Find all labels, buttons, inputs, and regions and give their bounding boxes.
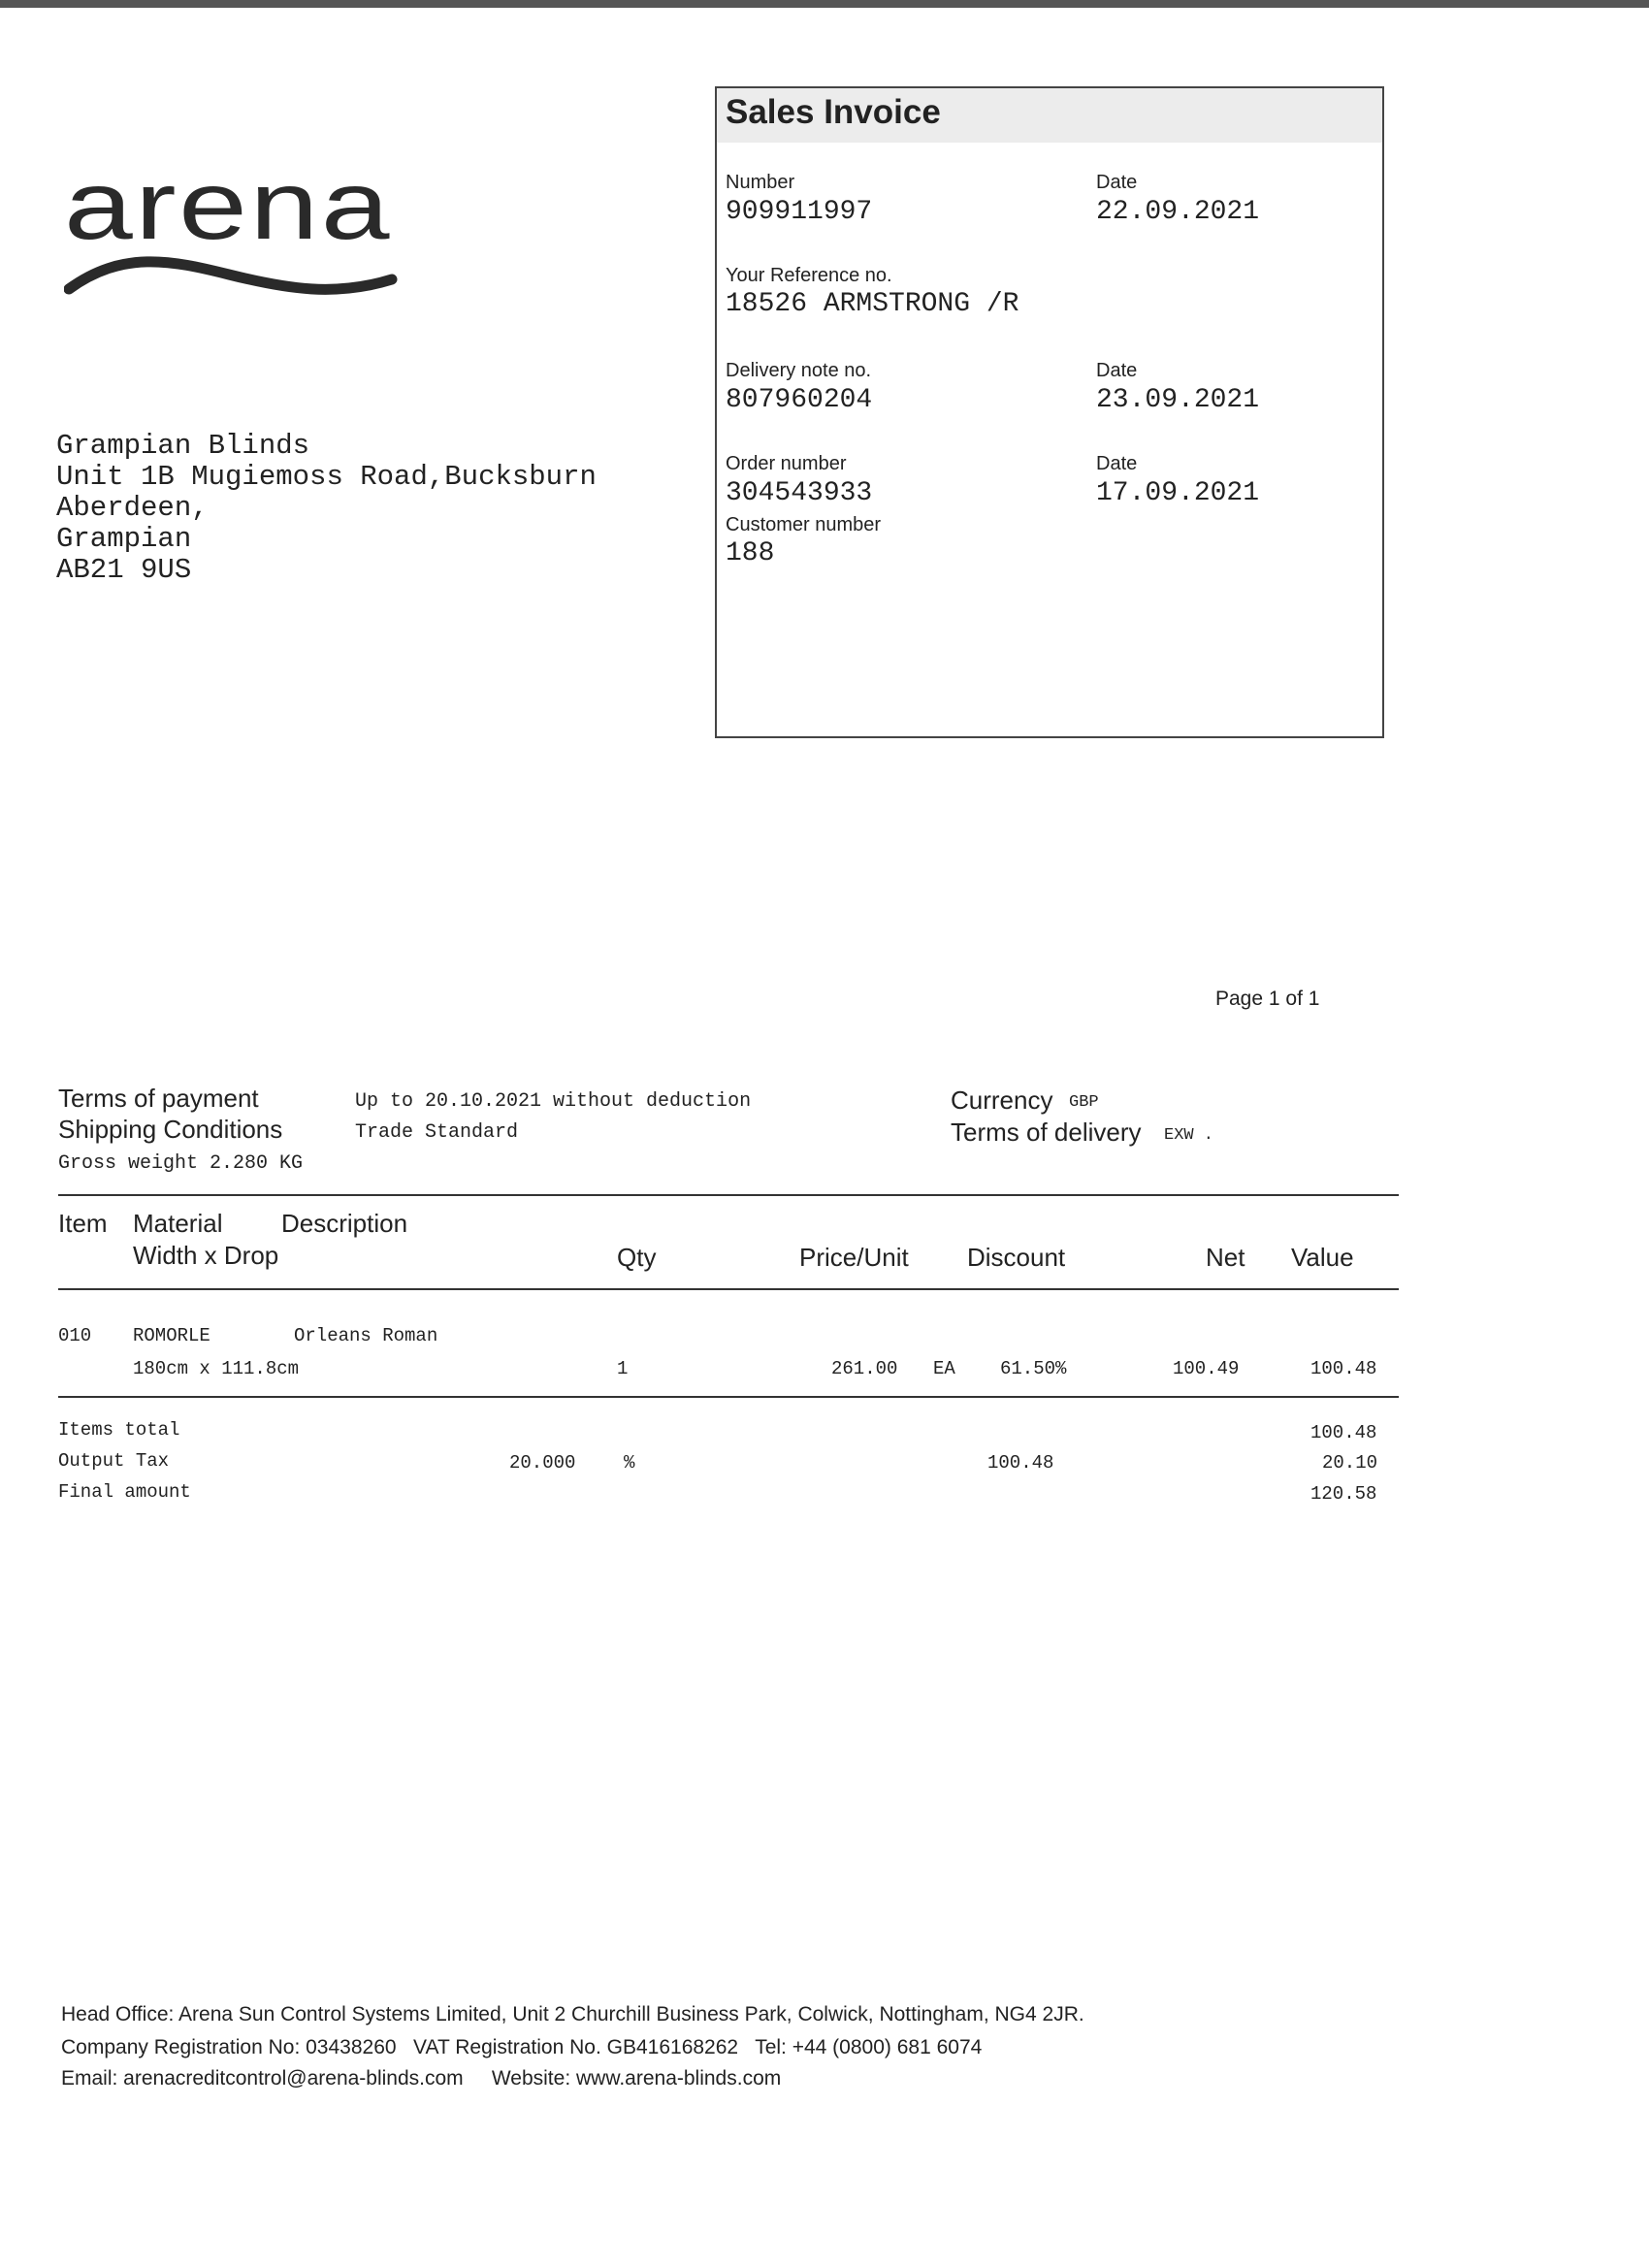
tax-percent-sign: % [624, 1452, 635, 1474]
footer-registration: Company Registration No: 03438260 VAT Registration No. GB416168262 Tel: +44 (0800) 681 6074 [61, 2036, 983, 2058]
company-logo [56, 136, 399, 308]
reference-value: 18526 ARMSTRONG /R [726, 289, 1019, 319]
row-qty: 1 [617, 1358, 629, 1379]
currency: GBP [1069, 1093, 1099, 1112]
items-total: 100.48 [1310, 1422, 1377, 1443]
address-line: Aberdeen, [56, 492, 209, 524]
row-size: 180cm x 111.8cm [133, 1358, 300, 1379]
order-date: 17.09.2021 [1096, 478, 1260, 508]
tax-base: 100.48 [987, 1452, 1054, 1474]
tax-amount: 20.10 [1322, 1452, 1378, 1474]
delivery-note-label: Delivery note no. [726, 360, 872, 381]
header-material: Material [133, 1209, 223, 1238]
shipping-conditions-label: Shipping Conditions [58, 1115, 283, 1144]
date-label: Date [1096, 172, 1138, 193]
customer-number: 188 [726, 538, 775, 568]
address-line: AB21 9US [56, 554, 192, 586]
row-material: ROMORLE [133, 1325, 210, 1346]
address-line: Unit 1B Mugiemoss Road,Bucksburn [56, 461, 597, 493]
page-indicator: Page 1 of 1 [1215, 988, 1320, 1010]
header-value: Value [1291, 1243, 1354, 1272]
row-description: Orleans Roman [294, 1325, 438, 1346]
order-number: 304543933 [726, 478, 873, 508]
terms-of-payment: Up to 20.10.2021 without deduction [355, 1090, 752, 1113]
row-price: 261.00 [831, 1358, 898, 1379]
order-label: Order number [726, 453, 847, 474]
divider [58, 1288, 1399, 1290]
invoice-title: Sales Invoice [726, 93, 941, 131]
divider [58, 1396, 1399, 1398]
invoice-number: 909911997 [726, 197, 873, 227]
currency-label: Currency [951, 1085, 1053, 1115]
recipient-address [56, 431, 597, 586]
row-discount: 61.50% [1000, 1358, 1067, 1379]
address-line: Grampian Blinds [56, 430, 310, 462]
address-line: Grampian [56, 523, 192, 555]
scan-edge [0, 0, 1649, 8]
row-net: 100.49 [1173, 1358, 1240, 1379]
terms-of-delivery: EXW . [1164, 1126, 1214, 1145]
footer-head-office: Head Office: Arena Sun Control Systems Limited, Unit 2 Churchill Business Park, Colwick, Nottingham, NG4 2JR. [61, 2003, 1084, 2025]
header-price-unit: Price/Unit [799, 1243, 909, 1272]
shipping-conditions: Trade Standard [355, 1121, 519, 1144]
items-total-label: Items total [58, 1419, 180, 1441]
reference-label: Your Reference no. [726, 265, 892, 286]
header-item: Item [58, 1209, 108, 1238]
svg-text:arena: arena [64, 153, 392, 260]
header-net: Net [1206, 1243, 1245, 1272]
delivery-date: 23.09.2021 [1096, 385, 1260, 415]
customer-label: Customer number [726, 514, 882, 535]
terms-of-payment-label: Terms of payment [58, 1084, 259, 1113]
invoice-date: 22.09.2021 [1096, 197, 1260, 227]
header-discount: Discount [967, 1243, 1066, 1272]
row-item: 010 [58, 1325, 92, 1346]
header-qty: Qty [617, 1243, 657, 1272]
invoice-details-box [715, 86, 1384, 738]
order-date-label: Date [1096, 453, 1138, 474]
row-value: 100.48 [1310, 1358, 1377, 1379]
delivery-date-label: Date [1096, 360, 1138, 381]
terms-of-delivery-label: Terms of delivery [951, 1118, 1142, 1147]
row-unit: EA [933, 1358, 955, 1379]
number-label: Number [726, 172, 795, 193]
divider [58, 1194, 1399, 1196]
footer-contact: Email: arenacreditcontrol@arena-blinds.com Website: www.arena-blinds.com [61, 2067, 782, 2090]
gross-weight: Gross weight 2.280 KG [58, 1152, 304, 1175]
delivery-note-value: 807960204 [726, 385, 873, 415]
final-amount: 120.58 [1310, 1483, 1377, 1505]
header-description: Description [281, 1209, 408, 1238]
final-amount-label: Final amount [58, 1481, 191, 1503]
header-width-drop: Width x Drop [133, 1241, 279, 1270]
tax-rate: 20.000 [509, 1452, 576, 1474]
output-tax-label: Output Tax [58, 1450, 170, 1472]
